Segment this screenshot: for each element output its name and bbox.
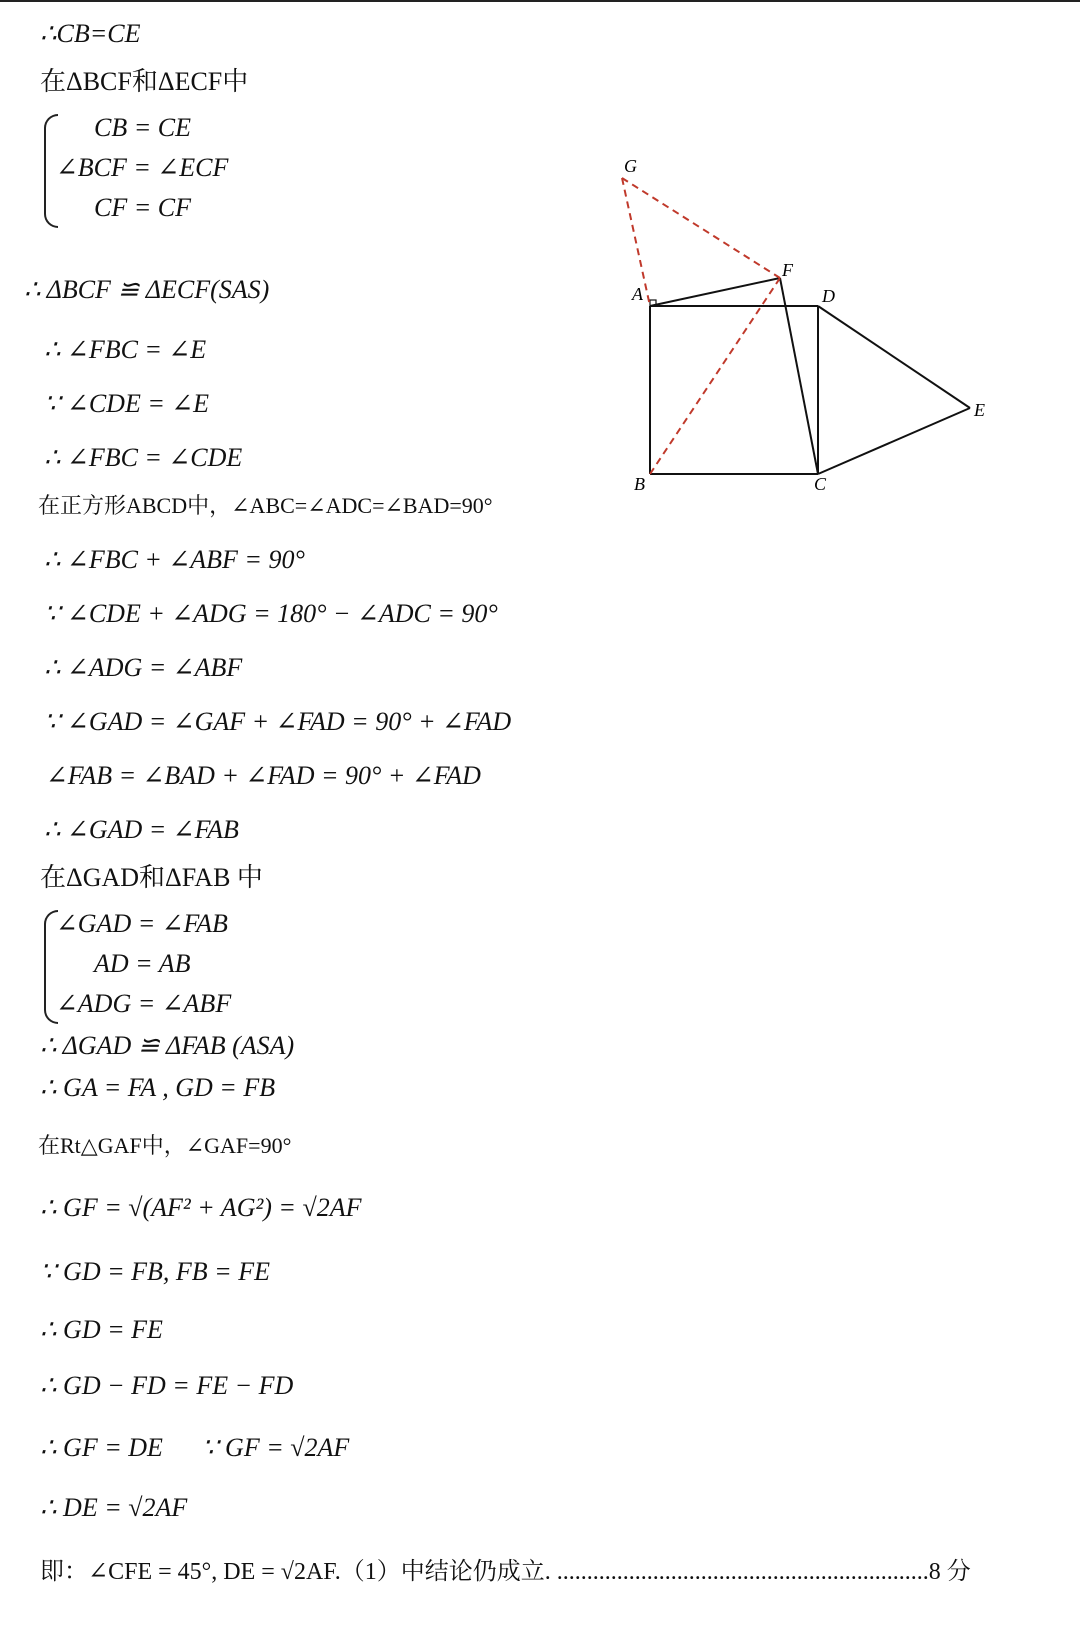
- proof-line-4: ∠BCF = ∠ECF: [56, 153, 229, 182]
- proof-line-7: ∴ ∠FBC = ∠E: [44, 335, 207, 364]
- proof-line-21: ∴ ΔGAD ≌ ΔFAB (ASA): [40, 1031, 295, 1060]
- proof-line-20: ∠ADG = ∠ABF: [56, 989, 232, 1018]
- proof-line-13: ∴ ∠ADG = ∠ABF: [44, 653, 243, 682]
- segment-FC: [780, 278, 818, 474]
- proof-line-1: ∴CB=CE: [40, 19, 141, 48]
- label-A: A: [632, 284, 643, 304]
- label-B: B: [634, 474, 645, 494]
- proof-line-5: CF = CF: [94, 193, 191, 222]
- label-F: F: [782, 260, 793, 280]
- proof-line-31: 即：∠CFE = 45°, DE = √2AF.（1）中结论仍成立. ..............................................................8 分: [40, 1559, 971, 1585]
- proof-line-27: ∴ GD − FD = FE − FD: [40, 1371, 294, 1400]
- label-D: D: [822, 286, 835, 306]
- proof-line-29: ∵ GF = √2AF: [202, 1433, 350, 1462]
- label-E: E: [974, 400, 985, 420]
- proof-line-28: ∴ GF = DE: [40, 1433, 163, 1462]
- proof-line-22: ∴ GA = FA , GD = FB: [40, 1073, 276, 1102]
- segment-DE: [818, 306, 970, 408]
- proof-line-19: AD = AB: [94, 949, 191, 978]
- proof-line-3: CB = CE: [94, 113, 191, 142]
- proof-line-24: ∴ GF = √(AF² + AG²) = √2AF: [40, 1193, 362, 1222]
- proof-line-10: 在正方形ABCD中，∠ABC=∠ADC=∠BAD=90°: [38, 493, 493, 518]
- geometry-figure: [600, 150, 1020, 510]
- proof-line-2: 在ΔBCF和ΔECF中: [40, 67, 249, 96]
- proof-line-12: ∵ ∠CDE + ∠ADG = 180° − ∠ADC = 90°: [44, 599, 498, 628]
- segment-CE: [818, 408, 970, 474]
- proof-line-26: ∴ GD = FE: [40, 1315, 163, 1344]
- label-C: C: [814, 474, 827, 494]
- top-rule: [0, 0, 1080, 2]
- proof-line-9: ∴ ∠FBC = ∠CDE: [44, 443, 243, 472]
- proof-line-11: ∴ ∠FBC + ∠ABF = 90°: [44, 545, 305, 574]
- proof-line-8: ∵ ∠CDE = ∠E: [44, 389, 210, 418]
- label-G: G: [624, 156, 637, 176]
- segment-BF: [650, 278, 780, 474]
- proof-line-14: ∵ ∠GAD = ∠GAF + ∠FAD = 90° + ∠FAD: [44, 707, 512, 736]
- proof-line-17: 在ΔGAD和ΔFAB 中: [40, 863, 263, 892]
- proof-line-6: ∴ ΔBCF ≌ ΔECF(SAS): [24, 275, 270, 304]
- proof-line-16: ∴ ∠GAD = ∠FAB: [44, 815, 239, 844]
- proof-line-25: ∵ GD = FB, FB = FE: [40, 1257, 270, 1286]
- segment-GF: [622, 178, 780, 278]
- proof-line-23: 在Rt△GAF中，∠GAF=90°: [38, 1133, 292, 1158]
- proof-line-15: ∠FAB = ∠BAD + ∠FAD = 90° + ∠FAD: [46, 761, 481, 790]
- segment-AF: [650, 278, 780, 306]
- proof-line-30: ∴ DE = √2AF: [40, 1493, 188, 1522]
- proof-line-18: ∠GAD = ∠FAB: [56, 909, 228, 938]
